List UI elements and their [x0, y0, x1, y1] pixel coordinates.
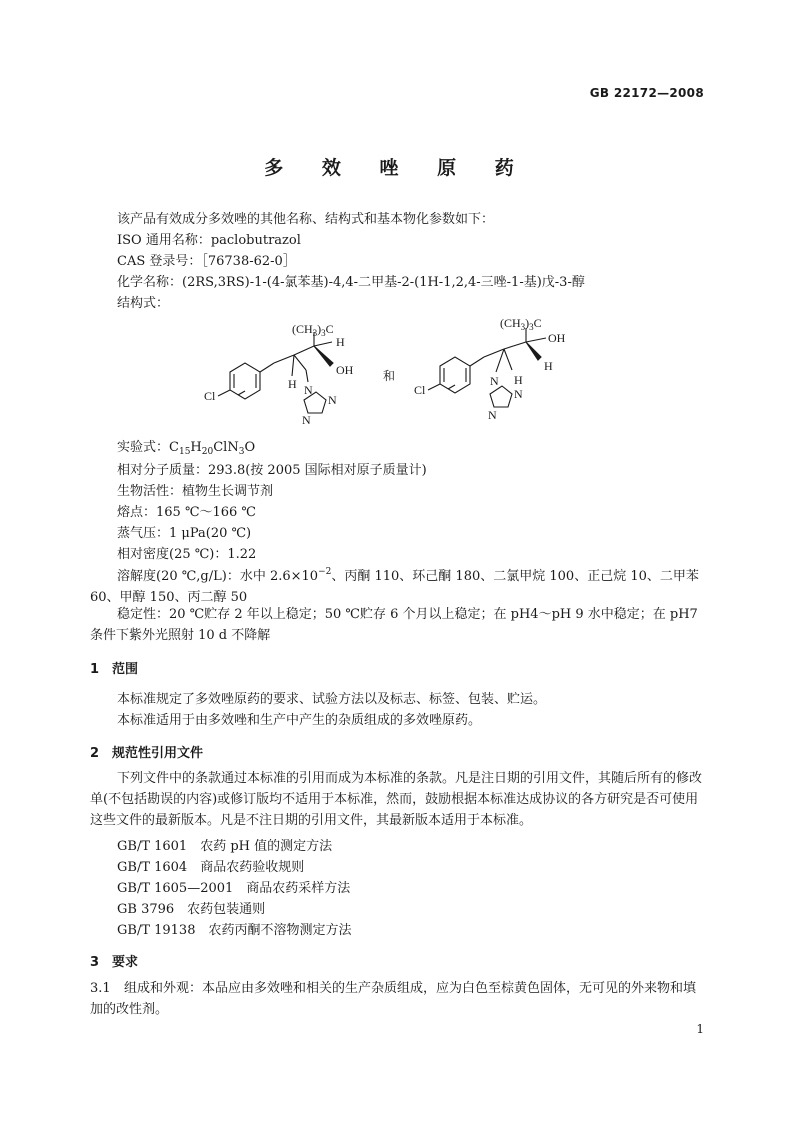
left-oh-label: OH [336, 363, 354, 377]
right-n1-label: N [490, 374, 499, 388]
section-2-para: 下列文件中的条款通过本标准的引用而成为本标准的条款。凡是注日期的引用文件，其随后所有的修改单(不包括勘误的内容)或修订版均不适用于本标准，然而，鼓励根据本标准达成协议的各方研究是否可使用这些文件的最新版本。凡是不注日期的引用文件，其最新版本适用于本标准。 [90, 771, 703, 828]
bioactivity: 生物活性：植物生长调节剂 [117, 484, 274, 499]
section-1-para-2: 本标准适用于由多效唑和生产中产生的杂质组成的多效唑原药。 [117, 713, 482, 728]
page-number: 1 [696, 1022, 704, 1036]
right-h-bottom: H [514, 373, 523, 387]
right-tbutyl-label: $(CH_3)_3C$ [500, 316, 542, 332]
ref-item: GB/T 1605—2001 商品农药采样方法 [117, 881, 351, 896]
right-enantiomer [414, 316, 566, 422]
clause-3-1: 3.1 组成和外观：本品应由多效唑和相关的生产杂质组成，应为白色至棕黄色固体，无可见的外来物和填加的改性剂。 [90, 981, 697, 1017]
intro-lead: 该产品有效成分多效唑的其他名称、结构式和基本物化参数如下： [117, 212, 495, 227]
right-n4-label: N [488, 408, 497, 422]
melting-point: 熔点：165 ℃～166 ℃ [117, 505, 256, 520]
chemical-name: 化学名称：(2RS,3RS)-1-(4-氯苯基)-4,4-二甲基-2-(1H-1,2,4-三唑-1-基)戊-3-醇 [117, 275, 585, 290]
right-n2-label: N [514, 387, 523, 401]
and-word: 和 [383, 369, 396, 383]
right-oh-label: OH [548, 331, 566, 345]
ref-item: GB/T 1601 农药 pH 值的测定方法 [117, 839, 333, 854]
right-cl-label: Cl [414, 383, 426, 397]
cas-number: CAS 登录号：［76738-62-0］ [117, 254, 296, 269]
left-n1-label: N [304, 383, 313, 397]
left-n2-label: N [328, 393, 337, 407]
page-title: 多 效 唑 原 药 [264, 157, 530, 179]
right-h-right: H [544, 359, 553, 373]
stability: 稳定性：20 ℃贮存 2 年以上稳定；50 ℃贮存 6 个月以上稳定；在 pH4～pH 9 水中稳定；在 pH7 条件下紫外光照射 10 d 不降解 [90, 607, 698, 643]
ref-item: GB/T 1604 商品农药验收规则 [117, 860, 305, 875]
empirical-formula: 实验式：$C_{15}H_{20}ClN_3O$ [117, 440, 256, 457]
section-1-heading: 1 范围 [90, 662, 139, 677]
vapor-pressure: 蒸气压：1 μPa(20 ℃) [117, 526, 252, 541]
molecular-weight: 相对分子质量：293.8(按 2005 国际相对原子质量计) [117, 463, 427, 478]
structure-label: 结构式： [117, 296, 170, 311]
left-h-bottom: H [288, 377, 297, 391]
left-wedge-oh [314, 346, 333, 366]
left-enantiomer [204, 322, 354, 427]
solubility: 溶解度(20 ℃,g/L)：水中 $2.6\times 10^{-2}$、丙酮 110、环己酮 180、二氯甲烷 100、正己烷 10、二甲苯 60、甲醇 150、丙二醇 50 [90, 567, 699, 605]
standard-number: GB 22172—2008 [589, 86, 704, 100]
section-1-para-1: 本标准规定了多效唑原药的要求、试验方法以及标志、标签、包装、贮运。 [117, 692, 547, 707]
section-3-heading: 3 要求 [90, 955, 139, 970]
relative-density: 相对密度(25 ℃)：1.22 [117, 547, 257, 562]
left-n4-label: N [302, 413, 311, 427]
right-triazole-ring [490, 386, 512, 407]
ref-item: GB/T 19138 农药丙酮不溶物测定方法 [117, 923, 352, 938]
section-2-heading: 2 规范性引用文件 [90, 746, 204, 761]
left-h-top: H [336, 335, 345, 349]
left-cl-label: Cl [204, 389, 216, 403]
left-tbutyl-label: $(CH_3)_3C$ [292, 322, 334, 338]
right-wedge-h [526, 342, 541, 360]
ref-item: GB 3796 农药包装通则 [117, 902, 266, 917]
structural-formula [190, 312, 610, 434]
iso-name: ISO 通用名称：paclobutrazol [117, 233, 301, 248]
